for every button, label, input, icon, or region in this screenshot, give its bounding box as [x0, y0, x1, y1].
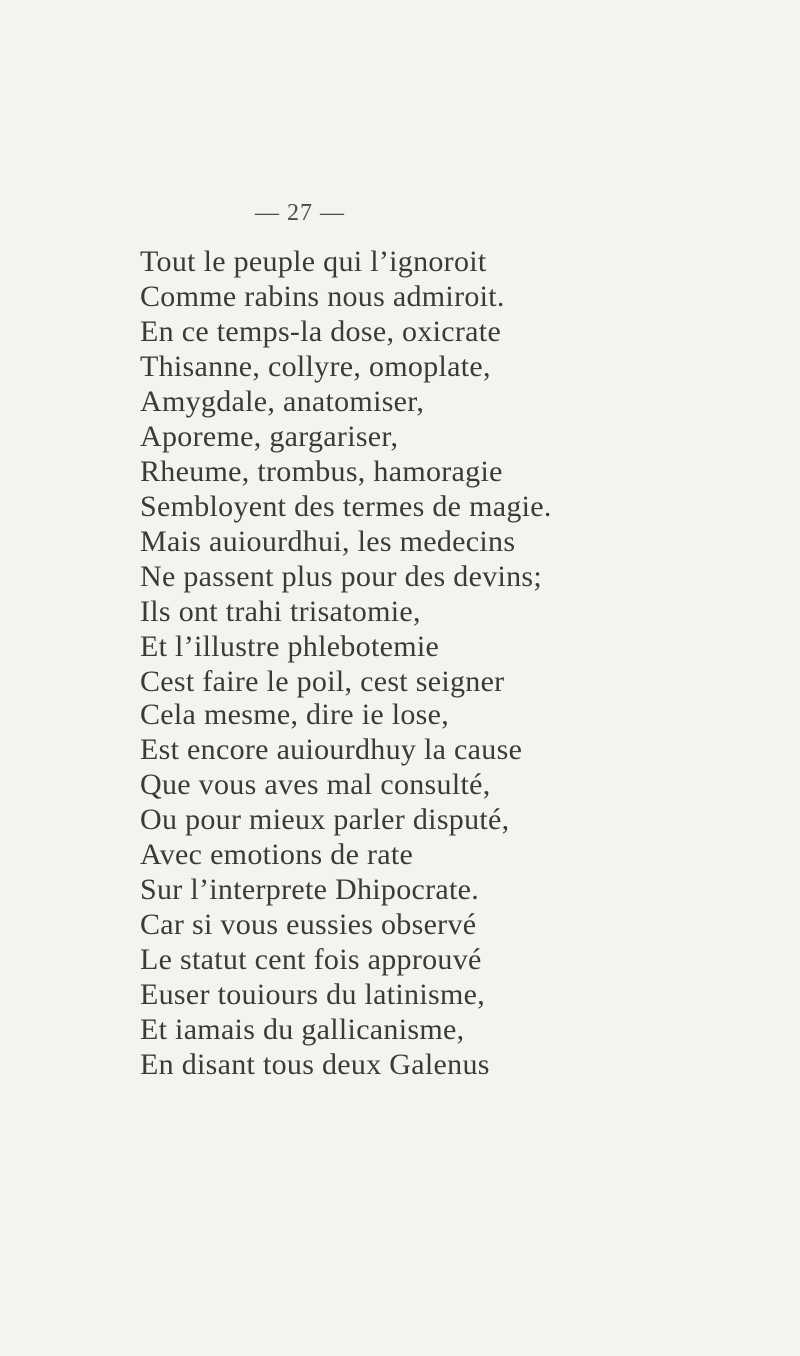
verse-line: Sembloyent des termes de magie.	[140, 490, 552, 523]
verse-line: Tout le peuple qui l’ignoroit	[140, 245, 487, 278]
verse-line: Et iamais du gallicanisme,	[140, 1013, 465, 1046]
verse-line: Rheume, trombus, hamoragie	[140, 455, 503, 488]
verse-line: Cela mesme, dire ie lose,	[140, 698, 450, 731]
verse-line: Sur l’interprete Dhipocrate.	[140, 873, 480, 906]
verse-line: Le statut cent fois approuvé	[140, 943, 482, 976]
verse-line: Aporeme, gargariser,	[140, 420, 399, 453]
verse-line: Mais auiourdhui, les medecins	[140, 525, 516, 558]
verse-line: Que vous aves mal consulté,	[140, 768, 491, 801]
verse-line: Avec emotions de rate	[140, 838, 414, 871]
verse-line: Euser touiours du latinisme,	[140, 978, 486, 1011]
verse-line: En disant tous deux Galenus	[140, 1048, 490, 1081]
verse-line: Est encore auiourdhuy la cause	[140, 733, 523, 766]
verse-line: Et l’illustre phlebotemie	[140, 630, 440, 663]
verse-line: Ne passent plus pour des devins;	[140, 560, 543, 593]
page-number: — 27 —	[255, 200, 345, 226]
verse-line: Thisanne, collyre, omoplate,	[140, 350, 491, 383]
verse-line: En ce temps-la dose, oxicrate	[140, 315, 502, 348]
verse-line: Cest faire le poil, cest seigner	[140, 665, 505, 698]
stanza-1	[140, 244, 552, 699]
verse-line: Car si vous eussies observé	[140, 908, 477, 941]
verse-line: Comme rabins nous admiroit.	[140, 280, 505, 313]
verse-line: Ou pour mieux parler disputé,	[140, 803, 510, 836]
stanza-2	[140, 697, 522, 1082]
verse-line: Ils ont trahi trisatomie,	[140, 595, 421, 628]
verse-line: Amygdale, anatomiser,	[140, 385, 425, 418]
